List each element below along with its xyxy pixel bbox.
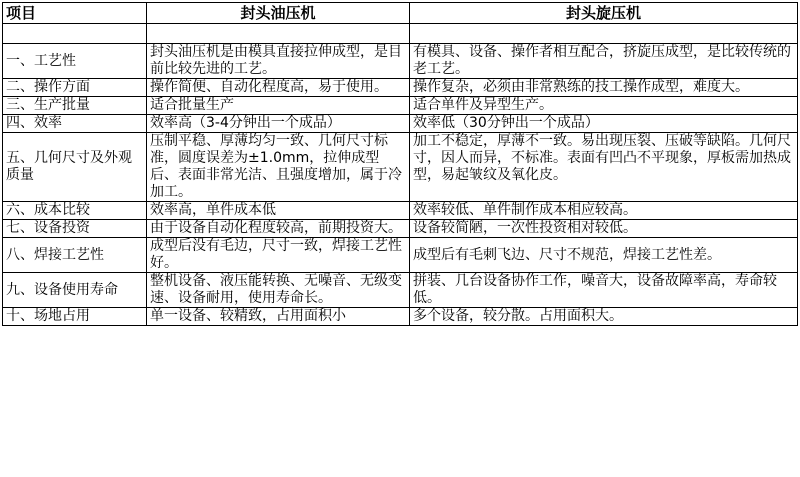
row-label: 九、设备使用寿命: [3, 273, 147, 308]
spinning-machine-cell: 适合单件及异型生产。: [410, 97, 798, 115]
hydraulic-press-cell: 单一设备、较精致，占用面积小: [147, 308, 410, 326]
blank-row: [3, 24, 798, 44]
row-label: 五、几何尺寸及外观质量: [3, 133, 147, 202]
comparison-table: [2, 2, 798, 326]
hydraulic-press-cell: 操作简便、自动化程度高，易于使用。: [147, 79, 410, 97]
row-label: 十、场地占用: [3, 308, 147, 326]
spinning-machine-cell: 效率较低、单件制作成本相应较高。: [410, 202, 798, 220]
row-label: 八、焊接工艺性: [3, 238, 147, 273]
hydraulic-press-cell: 压制平稳、厚薄均匀一致、几何尺寸标准，圆度误差为±1.0mm，拉伸成型后、表面非常光洁、且强度增加，属于冷加工。: [147, 133, 410, 202]
spinning-machine-cell: 效率低（30分钟出一个成品）: [410, 115, 798, 133]
blank-cell: [3, 24, 147, 44]
table-row: [3, 44, 798, 79]
spinning-machine-cell: 有模具、设备、操作者相互配合，挤旋压成型，是比较传统的老工艺。: [410, 44, 798, 79]
spinning-machine-cell: 多个设备，较分散。占用面积大。: [410, 308, 798, 326]
table-row: [3, 273, 798, 308]
row-label: 三、生产批量: [3, 97, 147, 115]
hydraulic-press-cell: 效率高（3-4分钟出一个成品）: [147, 115, 410, 133]
header-hydraulic-press: 封头油压机: [147, 3, 410, 24]
spinning-machine-cell: 操作复杂，必须由非常熟练的技工操作成型，难度大。: [410, 79, 798, 97]
spinning-machine-cell: 拼装、几台设备协作工作，噪音大，设备故障率高，寿命较低。: [410, 273, 798, 308]
hydraulic-press-cell: 成型后没有毛边，尺寸一致，焊接工艺性好。: [147, 238, 410, 273]
hydraulic-press-cell: 整机设备、液压能转换、无噪音、无级变速、设备耐用，使用寿命长。: [147, 273, 410, 308]
spinning-machine-cell: 成型后有毛刺飞边、尺寸不规范，焊接工艺性差。: [410, 238, 798, 273]
table-row: [3, 202, 798, 220]
row-label: 七、设备投资: [3, 220, 147, 238]
table-row: [3, 220, 798, 238]
row-label: 一、工艺性: [3, 44, 147, 79]
spinning-machine-cell: 加工不稳定，厚薄不一致。易出现压裂、压破等缺陷。几何尺寸，因人而异，不标准。表面有凹凸不平现象，厚板需加热成型，易起皱纹及氧化皮。: [410, 133, 798, 202]
header-item: 项目: [3, 3, 147, 24]
hydraulic-press-cell: 封头油压机是由模具直接拉伸成型，是目前比较先进的工艺。: [147, 44, 410, 79]
hydraulic-press-cell: 适合批量生产: [147, 97, 410, 115]
table-row: [3, 79, 798, 97]
row-label: 四、效率: [3, 115, 147, 133]
hydraulic-press-cell: 效率高，单件成本低: [147, 202, 410, 220]
table-header-row: [3, 3, 798, 24]
blank-cell: [410, 24, 798, 44]
hydraulic-press-cell: 由于设备自动化程度较高，前期投资大。: [147, 220, 410, 238]
blank-cell: [147, 24, 410, 44]
row-label: 六、成本比较: [3, 202, 147, 220]
spinning-machine-cell: 设备较简陋，一次性投资相对较低。: [410, 220, 798, 238]
table-row: [3, 308, 798, 326]
table-row: [3, 115, 798, 133]
row-label: 二、操作方面: [3, 79, 147, 97]
header-spinning-machine: 封头旋压机: [410, 3, 798, 24]
table-row: [3, 238, 798, 273]
table-row: [3, 97, 798, 115]
table-row: [3, 133, 798, 202]
